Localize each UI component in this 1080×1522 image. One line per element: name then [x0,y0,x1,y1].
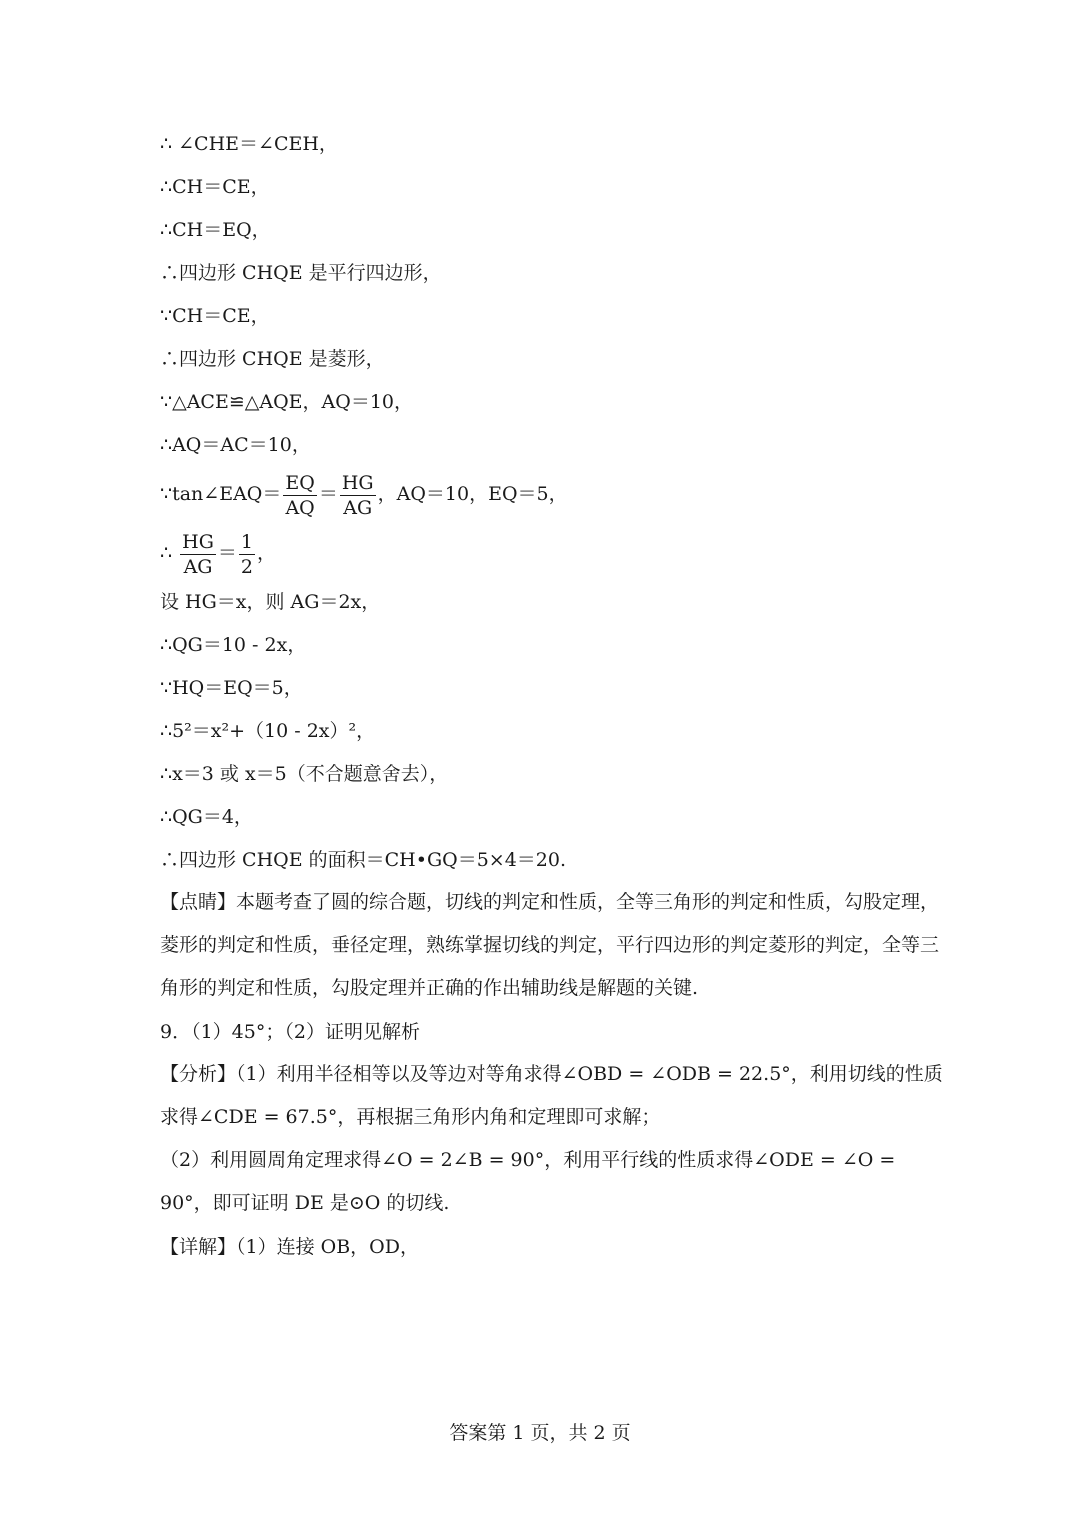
proof-line: ∴四边形 CHQE 是菱形， [160,348,385,370]
proof-line: ∴ ∠CHE＝∠CEH， [160,133,338,155]
proof-line: ∴CH＝EQ， [160,219,271,241]
analysis-paragraph-1: 【分析】（1）利用半径相等以及等边对等角求得∠OBD = ∠ODB = 22.5°，利用切线的性质求得∠CDE = 67.5°，再根据三角形内角和定理即可求解； [160,1063,943,1128]
proof-line: ∵△ACE≌△AQE，AQ＝10， [160,391,414,413]
proof-line: ∵CH＝CE， [160,305,270,327]
page-footer: 答案第 1 页，共 2 页 [449,1422,631,1444]
ratio-equation-line: ∴ $\frac{HG}{AG}$ ＝ $\frac{1}{2}$ ， [160,530,277,578]
fraction-hg-ag: $\frac{HG}{AG}$ [341,471,374,519]
proof-line: ∴四边形 CHQE 的面积＝CH•GQ＝5×4＝20. [160,849,567,871]
comment-paragraph: 【点睛】本题考查了圆的综合题，切线的判定和性质，全等三角形的判定和性质，勾股定理，菱形的判定和性质，垂径定理，熟练掌握切线的判定，平行四边形的判定菱形的判定，全等三角形的判定和性质，勾股定理并正确的作出辅助线是解题的关键. [160,891,940,999]
tan-equation-line: ∵tan∠EAQ＝ $\frac{EQ}{AQ}$ ＝ $\frac{HG}{AG}$ ，AQ＝10，EQ＝5， [160,471,568,519]
proof-line: ∴四边形 CHQE 是平行四边形， [160,262,442,284]
proof-line: ∴5²＝x²+（10 - 2x）²， [160,720,376,742]
proof-line: ∴QG＝10 - 2x， [160,634,307,656]
proof-line: ∴AQ＝AC＝10， [160,434,311,456]
proof-line: ∴x＝3 或 x＝5（不合题意舍去）， [160,763,449,785]
detail-line: 【详解】（1）连接 OB，OD， [160,1236,419,1258]
proof-line: ∴QG＝4， [160,806,253,828]
proof-line: ∴CH＝CE， [160,176,270,198]
fraction-one-half: $\frac{1}{2}$ [240,530,253,578]
fraction-hg-ag: $\frac{HG}{AG}$ [182,530,214,578]
fraction-eq-aq: $\frac{EQ}{AQ}$ [285,471,315,519]
question-9-answer: 9．（1）45°；（2）证明见解析 [160,1021,420,1043]
analysis-paragraph-2: （2）利用圆周角定理求得∠O = 2∠B = 90°，利用平行线的性质求得∠ODE = ∠O = 90°，即可证明 DE 是⊙O 的切线. [160,1149,896,1214]
proof-line: ∵HQ＝EQ＝5， [160,677,303,699]
proof-line: 设 HG＝x，则 AG＝2x， [160,591,381,613]
